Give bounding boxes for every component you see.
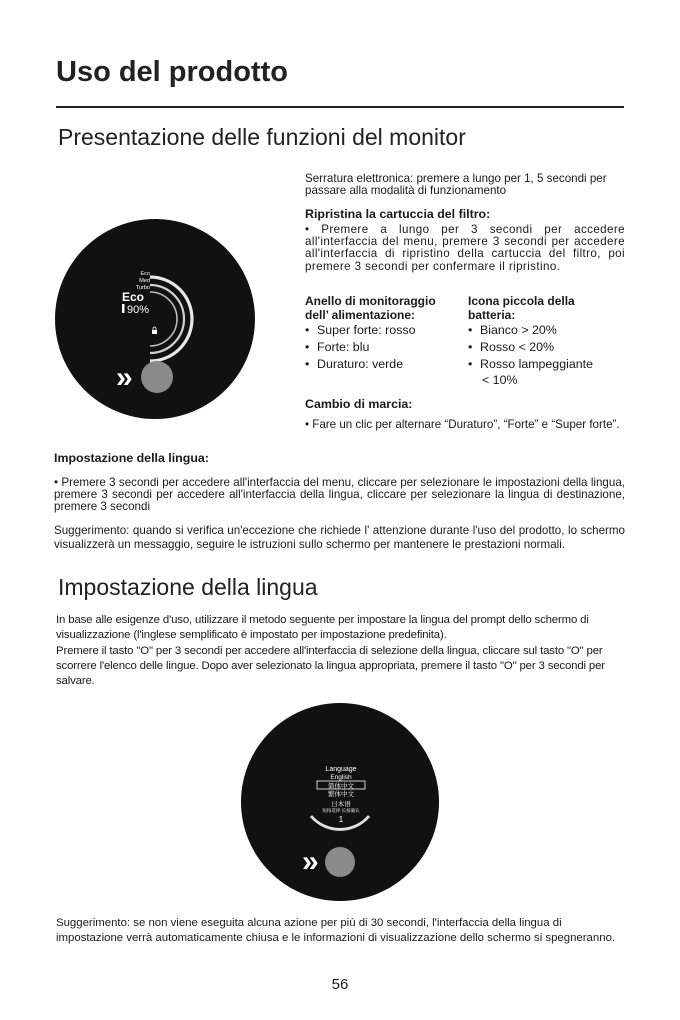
power-ring-list — [305, 322, 415, 373]
language-display-illustration — [241, 703, 439, 901]
language-option-simplified-chinese: 简体中文 — [328, 783, 354, 790]
list-item: • Super forte: rosso — [305, 322, 415, 339]
power-button[interactable] — [325, 847, 355, 877]
language-option-japanese: 日本语 — [331, 801, 351, 808]
battery-icon — [122, 304, 125, 313]
power-ring-title — [305, 294, 436, 322]
language-heading: Language — [325, 766, 357, 773]
language-steps: Premere il tasto "O" per 3 secondi per accedere all'interfaccia di selezione della lingua, cliccare sul tasto "O" per scorrere l'elenco delle lingue. Dopo aver selezionato la lingua appropriata, premere il tasto "O" per 3 secondi per salvare. — [56, 644, 605, 688]
power-ring-title-line2: dell’ alimentazione: — [305, 308, 416, 322]
title-divider — [56, 106, 624, 108]
list-item: • Duraturo: verde — [305, 356, 415, 373]
language-number: 1 — [338, 815, 344, 824]
language-option-traditional-chinese: 繁体中文 — [328, 791, 354, 798]
battery-icon-title-line1: Icona piccola della — [468, 294, 575, 308]
power-ring-title-line1: Anello di monitoraggio — [305, 294, 436, 308]
language-option-english: English — [330, 774, 352, 781]
tip-exception: Suggerimento: quando si verifica un'eccezione che richiede l' attenzione durante l'uso del prodotto, lo schermo visualizzerà un messaggio, seguire le istruzioni sullo schermo per mantenere le prestazioni normali. — [54, 524, 625, 551]
section-title-language: Impostazione della lingua — [58, 574, 318, 600]
mode-label-med: Med — [139, 278, 150, 284]
language-setting-text: • Premere 3 secondi per accedere all'interfaccia del menu, cliccare per selezionare le impostazioni della lingua, premere 3 secondi per accedere all'interfaccia della lingua, cliccare per selezionare la lingua di destinazione, premere 3 secondi — [54, 476, 625, 514]
tip-timeout: Suggerimento: se non viene eseguita alcuna azione per più di 30 secondi, l'interfaccia della lingua di impostazione verrà automaticamente chiusa e le informazioni di visualizzazione dello schermo si spegneranno. — [56, 917, 616, 945]
list-item: • Rosso lampeggiante — [468, 356, 593, 373]
list-item: • Bianco > 20% — [468, 322, 593, 339]
forward-arrows-icon: » — [302, 845, 319, 878]
mode-text: Eco — [122, 290, 145, 304]
gear-change-text: • Fare un clic per alternare “Duraturo”, “Forte” e “Super forte”. — [305, 418, 620, 431]
language-instructions — [56, 613, 628, 689]
list-item: • Forte: blu — [305, 339, 415, 356]
language-hint: 短按选择 长按确认 — [322, 808, 360, 813]
battery-icon-title — [468, 294, 575, 322]
power-button[interactable] — [141, 361, 173, 393]
filter-reset-text: • Premere a lungo per 3 secondi per accedere all'interfaccia del menu, premere 3 secondi per accedere all'interfaccia di ripristino della cartuccia del filtro, poi premere 3 secondi per confermare il ripristino. — [305, 223, 625, 273]
page-number: 56 — [331, 976, 349, 993]
battery-item3-continuation: < 10% — [482, 373, 518, 387]
gear-change-title: Cambio di marcia: — [305, 397, 413, 411]
forward-arrows-icon: » — [116, 361, 133, 394]
battery-icon-list — [468, 322, 593, 373]
battery-percent: 90% — [127, 304, 150, 316]
page-title: Uso del prodotto — [56, 56, 288, 88]
filter-reset-title: Ripristina la cartuccia del filtro: — [305, 207, 491, 221]
language-intro: In base alle esigenze d'uso, utilizzare il metodo seguente per impostare la lingua del prompt dello schermo di visualizzazione (l'inglese semplificato è impostato per impostazione predefinita). — [56, 614, 589, 642]
mode-label-turbo: Turbo — [135, 285, 150, 291]
language-setting-title: Impostazione della lingua: — [54, 451, 209, 465]
list-item: • Rosso < 20% — [468, 339, 593, 356]
electronic-lock-text: Serratura elettronica: premere a lungo per 1, 5 secondi per passare alla modalità di funzionamento — [305, 172, 607, 198]
section-title-monitor: Presentazione delle funzioni del monitor — [58, 124, 466, 150]
battery-icon-title-line2: batteria: — [468, 308, 516, 322]
mode-label-eco: Eco — [140, 271, 150, 277]
monitor-display-illustration — [55, 219, 255, 419]
